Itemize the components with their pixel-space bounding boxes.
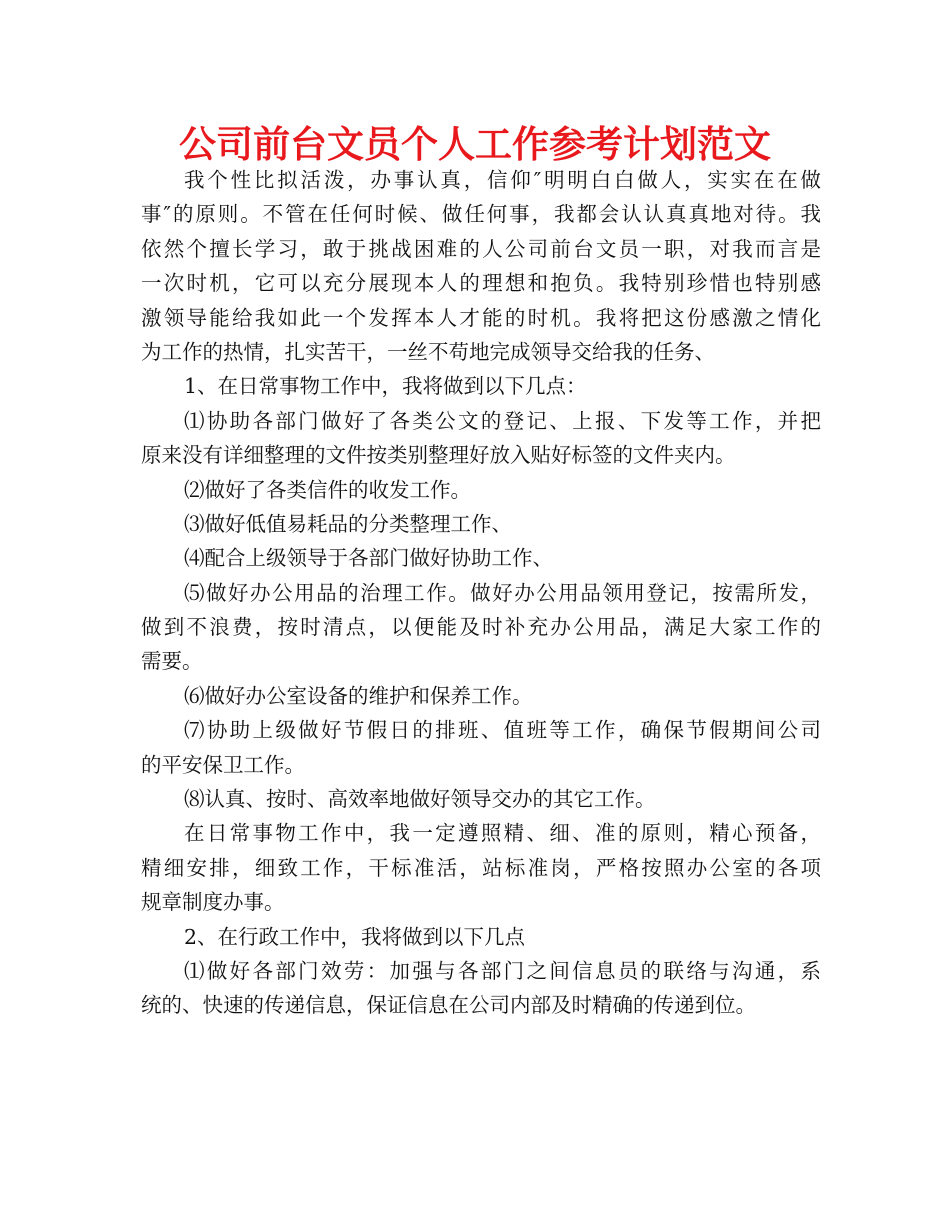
body-line: ⑶做好低值易耗品的分类整理工作、 [184, 511, 512, 536]
body-line: 做到不浪费，按时清点，以便能及时补充办公用品，满足大家工作的 [141, 615, 821, 640]
body-line: 1、在日常事物工作中，我将做到以下几点： [184, 374, 587, 399]
body-line: ⑸做好办公用品的治理工作。做好办公用品领用登记，按需所发， [184, 580, 821, 605]
body-line: ⑻认真、按时、高效率地做好领导交办的其它工作。 [184, 787, 656, 812]
body-line: 我个性比拟活泼，办事认真，信仰″明明白白做人，实实在在做 [184, 168, 821, 192]
body-line: ⑺协助上级做好节假日的排班、值班等工作，确保节假期间公司 [184, 718, 821, 743]
body-line: ⑹做好办公室设备的维护和保养工作。 [184, 683, 533, 708]
document-body [141, 163, 821, 1023]
body-line: 需要。 [141, 649, 203, 674]
body-line: 激领导能给我如此一个发挥本人才能的时机。我将把这份感激之情化 [141, 305, 821, 330]
body-line: 一次时机，它可以充分展现本人的理想和抱负。我特别珍惜也特别感 [141, 271, 821, 296]
document-title: 公司前台文员个人工作参考计划范文 [179, 123, 771, 166]
body-line: 的平安保卫工作。 [141, 752, 305, 777]
body-line: 统的、快速的传递信息，保证信息在公司内部及时精确的传递到位。 [141, 993, 756, 1018]
body-line: 2、在行政工作中，我将做到以下几点 [184, 924, 526, 949]
body-line: 在日常事物工作中，我一定遵照精、细、准的原则，精心预备， [184, 821, 821, 846]
body-line: 规章制度办事。 [141, 890, 285, 915]
body-line: 原来没有详细整理的文件按类别整理好放入贴好标签的文件夹内。 [141, 443, 736, 468]
body-line: ⑴做好各部门效劳：加强与各部门之间信息员的联络与沟通，系 [184, 958, 821, 983]
body-line: ⑴协助各部门做好了各类公文的登记、上报、下发等工作，并把 [184, 408, 821, 433]
body-line: 精细安排，细致工作，干标准活，站标准岗，严格按照办公室的各项 [141, 855, 821, 880]
body-line: 事″的原则。不管在任何时候、做任何事，我都会认认真真地对待。我 [141, 202, 821, 227]
body-line: 依然个擅长学习，敢于挑战困难的人公司前台文员一职，对我而言是 [141, 236, 821, 261]
body-line: ⑵做好了各类信件的收发工作。 [184, 477, 471, 502]
body-line: 为工作的热情，扎实苦干，一丝不苟地完成领导交给我的任务、 [141, 339, 715, 364]
body-line: ⑷配合上级领导于各部门做好协助工作、 [184, 546, 553, 571]
